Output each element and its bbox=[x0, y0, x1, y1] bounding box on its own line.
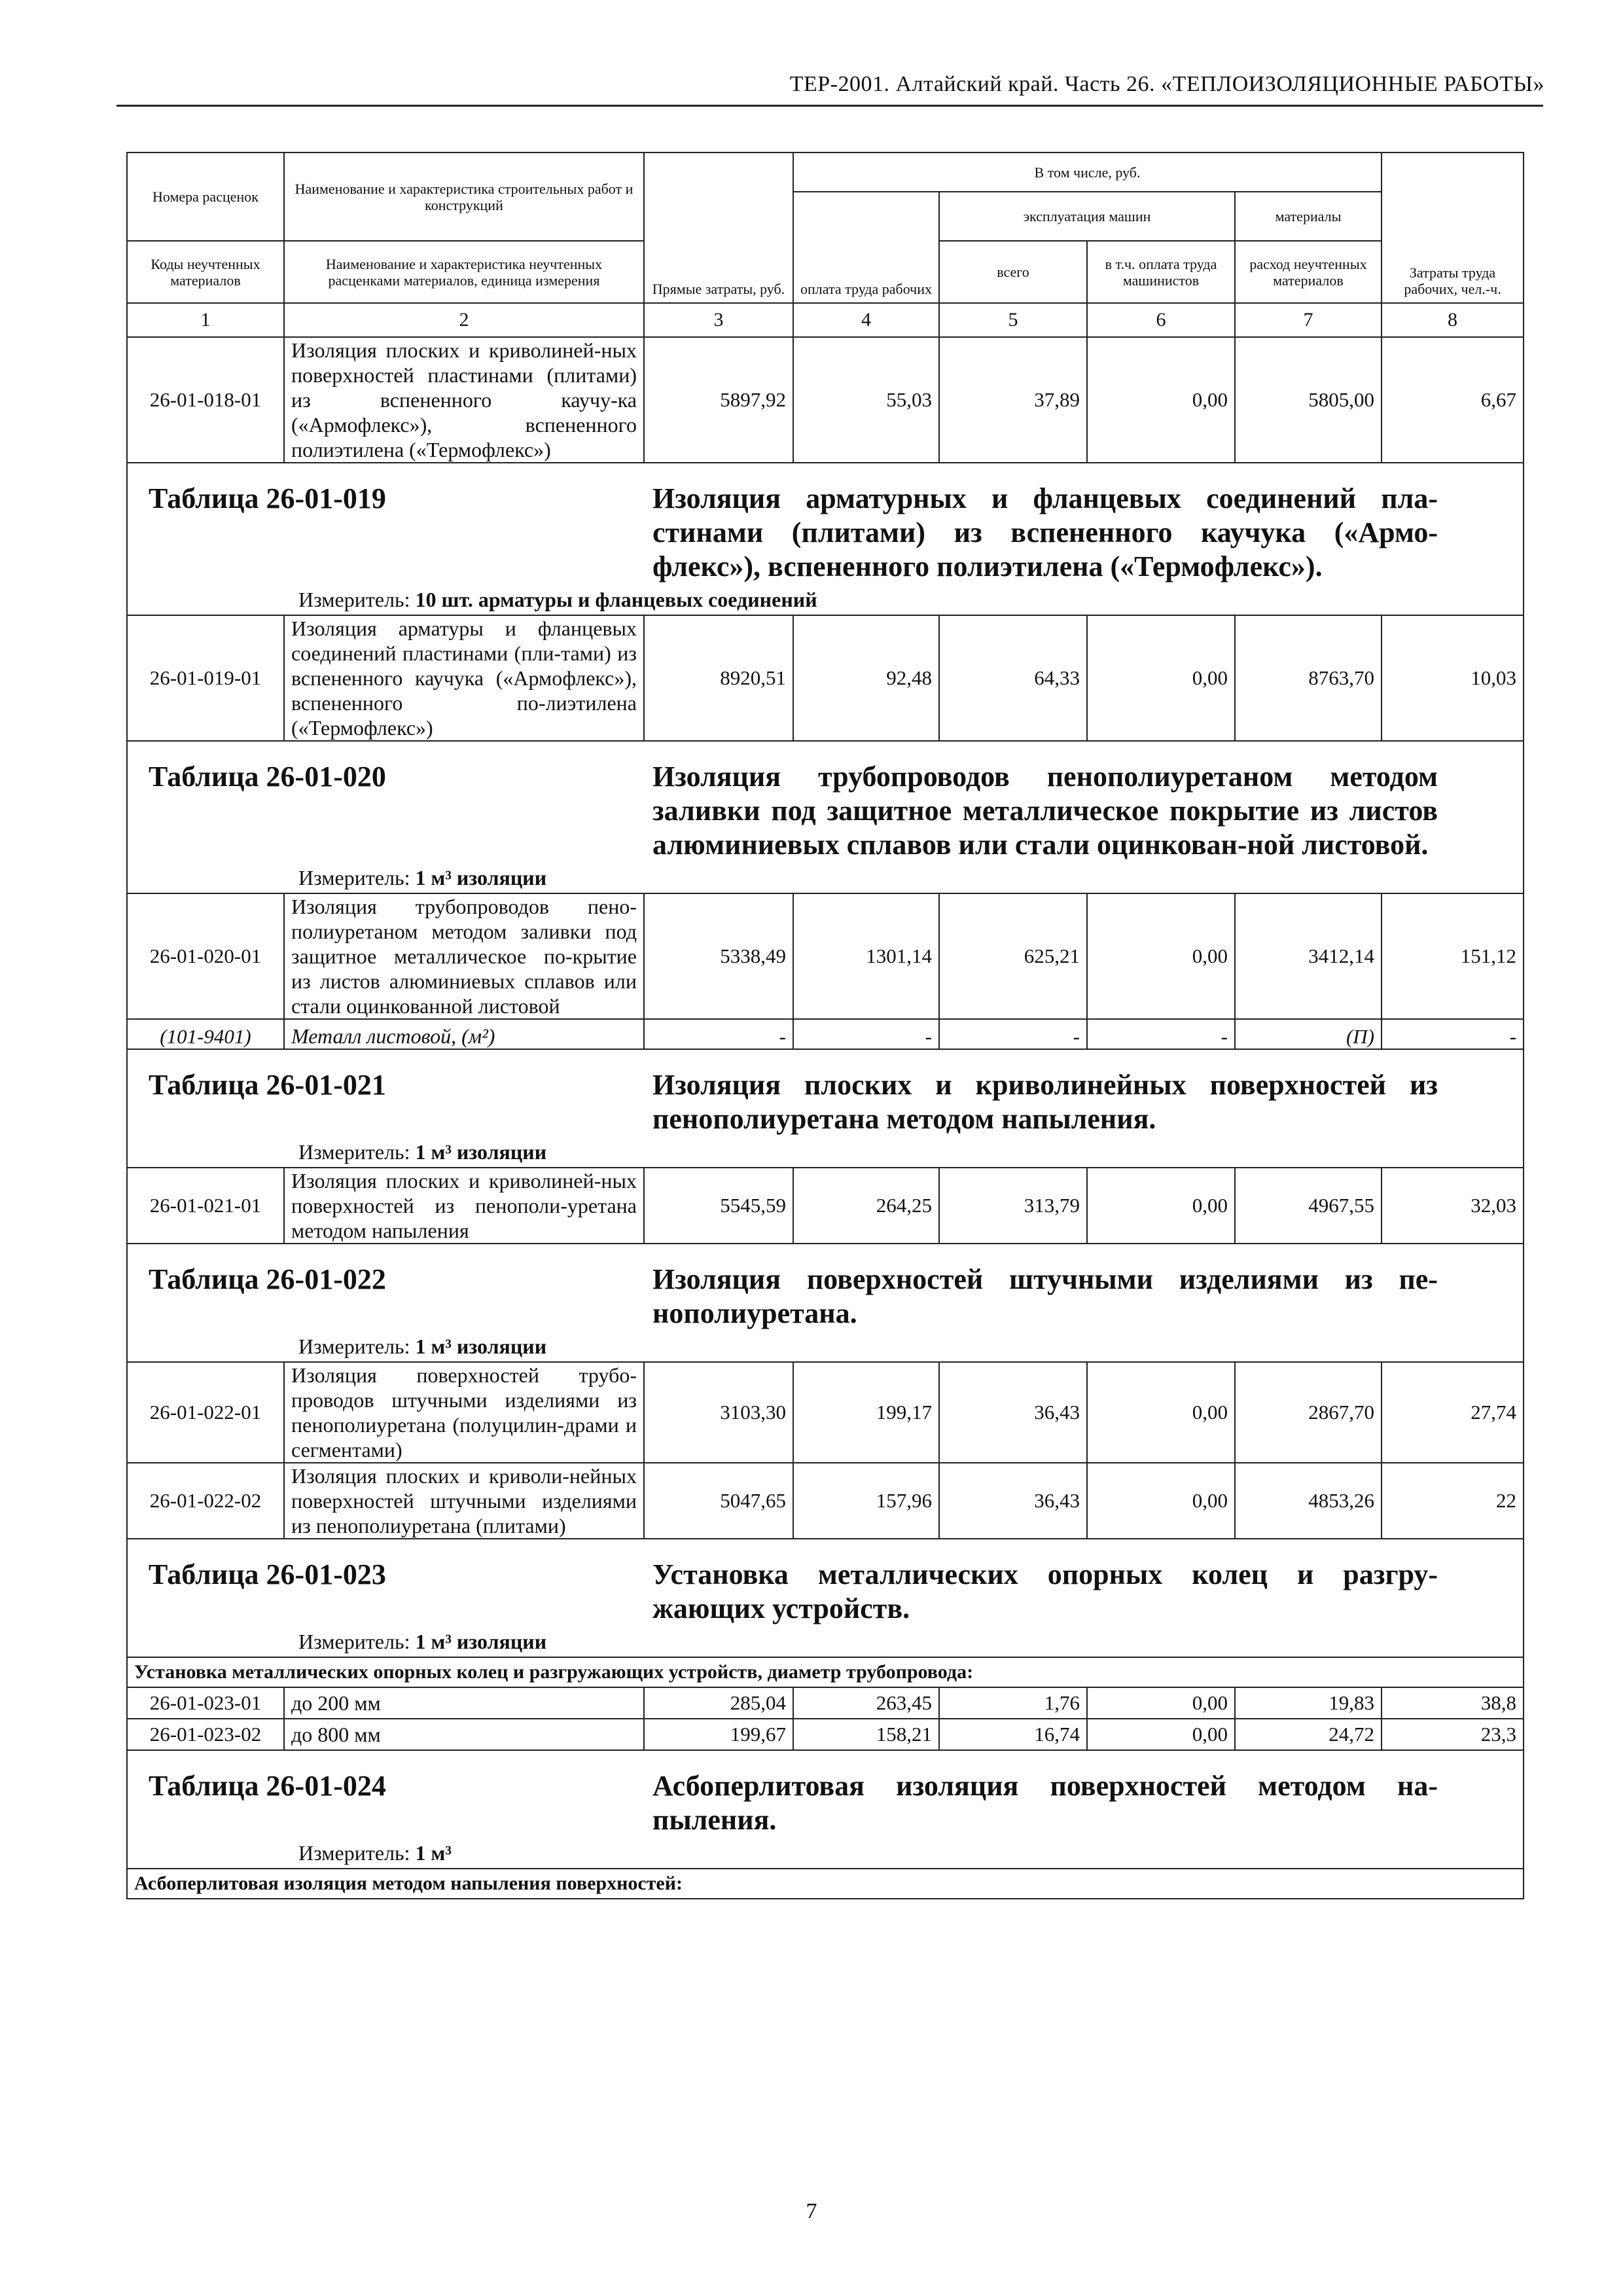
rate-code: 26-01-019-01 bbox=[127, 615, 284, 741]
table-title: Установка металлических опорных колец и разгру-жающих устройств. bbox=[652, 1558, 1438, 1624]
cost-c6: 0,00 bbox=[1087, 615, 1235, 741]
section-header bbox=[127, 463, 1524, 615]
work-description: Металл листовой, (м²) bbox=[284, 1019, 644, 1049]
cost-c8: 38,8 bbox=[1382, 1687, 1524, 1719]
work-description: до 800 мм bbox=[284, 1719, 644, 1750]
measure-unit bbox=[134, 1837, 1516, 1868]
measure-unit bbox=[134, 1331, 1516, 1361]
measure-value: 1 м³ изоляции bbox=[415, 1630, 547, 1653]
cost-c6: - bbox=[1087, 1019, 1235, 1049]
measure-label: Измеритель: bbox=[298, 1841, 410, 1865]
cost-c3: 5338,49 bbox=[644, 893, 793, 1019]
measure-value: 1 м³ изоляции bbox=[415, 866, 547, 889]
table-title: Изоляция трубопроводов пенополиуретаном методом заливки под защитное металлическое покрытие из листов алюминиевых сплавов или стали оцинкован-ной листовой. bbox=[652, 761, 1438, 861]
measure-unit bbox=[134, 1626, 1516, 1657]
column-number: 2 bbox=[284, 303, 644, 337]
cost-c8: 6,67 bbox=[1382, 337, 1524, 463]
work-description: Изоляция трубопроводов пено-полиуретаном методом заливки под защитное металлическое по-крытие из листов алюминиевых сплавов или стали оцинкованной листовой bbox=[284, 893, 644, 1019]
cost-c5: 37,89 bbox=[939, 337, 1087, 463]
cost-c8: 27,74 bbox=[1382, 1362, 1524, 1463]
cost-c3: 8920,51 bbox=[644, 615, 793, 741]
cost-c8: 10,03 bbox=[1382, 615, 1524, 741]
table-number: Таблица 26-01-020 bbox=[149, 761, 386, 793]
section-title-block bbox=[134, 1751, 1516, 1837]
work-description: Изоляция плоских и криволиней-ных поверхностей пластинами (плитами) из вспененного каучу-ка («Армофлекс»), вспененного полиэтилена («Термофлекс») bbox=[284, 337, 644, 463]
cost-c3: 285,04 bbox=[644, 1687, 793, 1719]
section-title-block bbox=[134, 1050, 1516, 1136]
table-title: Изоляция поверхностей штучными изделиями из пе-нополиуретана. bbox=[652, 1263, 1438, 1329]
table-row bbox=[127, 1687, 1524, 1719]
running-head: ТЕР-2001. Алтайский край. Часть 26. «ТЕПЛОИЗОЛЯЦИОННЫЕ РАБОТЫ» bbox=[789, 72, 1544, 96]
cost-c6: 0,00 bbox=[1087, 1463, 1235, 1539]
cost-c4: 158,21 bbox=[793, 1719, 939, 1750]
cost-c4: 92,48 bbox=[793, 615, 939, 741]
table-number: Таблица 26-01-022 bbox=[149, 1263, 386, 1295]
header-col2-top: Наименование и характеристика строительных работ и конструкций bbox=[284, 152, 644, 241]
column-number: 1 bbox=[127, 303, 284, 337]
cost-c4: 264,25 bbox=[793, 1168, 939, 1244]
rate-code: 26-01-022-02 bbox=[127, 1463, 284, 1539]
rate-code: 26-01-020-01 bbox=[127, 893, 284, 1019]
section-title-block bbox=[134, 1244, 1516, 1331]
work-description: Изоляция арматуры и фланцевых соединений пластинами (пли-тами) из вспененного каучука («Армофлекс»), вспененного по-лиэтилена («Термофлекс») bbox=[284, 615, 644, 741]
column-number: 3 bbox=[644, 303, 793, 337]
cost-c6: 0,00 bbox=[1087, 1719, 1235, 1750]
header-incl: В том числе, руб. bbox=[793, 152, 1382, 192]
header-rule bbox=[116, 105, 1543, 107]
work-description: до 200 мм bbox=[284, 1687, 644, 1719]
header-col8: Затраты труда рабочих, чел.-ч. bbox=[1382, 152, 1524, 303]
group-heading: Асбоперлитовая изоляция методом напыления поверхностей: bbox=[127, 1869, 1524, 1899]
section-header bbox=[127, 1244, 1524, 1362]
cost-c4: 199,17 bbox=[793, 1362, 939, 1463]
cost-c7: 19,83 bbox=[1235, 1687, 1382, 1719]
measure-value: 1 м³ изоляции bbox=[415, 1335, 547, 1358]
cost-c3: 5545,59 bbox=[644, 1168, 793, 1244]
header-col5: всего bbox=[939, 241, 1087, 303]
cost-c6: 0,00 bbox=[1087, 1687, 1235, 1719]
header-col4: оплата труда рабочих bbox=[793, 192, 939, 303]
cost-c5: 313,79 bbox=[939, 1168, 1087, 1244]
header-col6: в т.ч. оплата труда машинистов bbox=[1087, 241, 1235, 303]
table-row bbox=[127, 1168, 1524, 1244]
table-row bbox=[127, 1362, 1524, 1463]
section-header bbox=[127, 1049, 1524, 1168]
cost-c5: 36,43 bbox=[939, 1463, 1087, 1539]
cost-c3: - bbox=[644, 1019, 793, 1049]
cost-c3: 3103,30 bbox=[644, 1362, 793, 1463]
measure-label: Измеритель: bbox=[298, 588, 410, 611]
cost-c4: 263,45 bbox=[793, 1687, 939, 1719]
rate-code: 26-01-022-01 bbox=[127, 1362, 284, 1463]
cost-c7: 8763,70 bbox=[1235, 615, 1382, 741]
cost-c8: 22 bbox=[1382, 1463, 1524, 1539]
measure-label: Измеритель: bbox=[298, 866, 410, 889]
cost-c4: 55,03 bbox=[793, 337, 939, 463]
work-description: Изоляция плоских и криволиней-ных поверхностей из пенополи-уретана методом напыления bbox=[284, 1168, 644, 1244]
cost-c6: 0,00 bbox=[1087, 337, 1235, 463]
header-machines: эксплуатация машин bbox=[939, 192, 1235, 241]
table-row bbox=[127, 1019, 1524, 1049]
table-number: Таблица 26-01-023 bbox=[149, 1558, 386, 1590]
column-numbers-row bbox=[127, 303, 1524, 337]
group-heading-row bbox=[127, 1869, 1524, 1899]
cost-c8: 23,3 bbox=[1382, 1719, 1524, 1750]
cost-c7: 24,72 bbox=[1235, 1719, 1382, 1750]
column-number: 6 bbox=[1087, 303, 1235, 337]
cost-c8: 32,03 bbox=[1382, 1168, 1524, 1244]
page-number: 7 bbox=[806, 2199, 817, 2223]
section-header bbox=[127, 1539, 1524, 1657]
measure-value: 10 шт. арматуры и фланцевых соединений bbox=[415, 588, 817, 611]
cost-c5: 625,21 bbox=[939, 893, 1087, 1019]
table-number: Таблица 26-01-024 bbox=[149, 1770, 386, 1802]
rate-code: (101-9401) bbox=[127, 1019, 284, 1049]
table-row bbox=[127, 893, 1524, 1019]
group-heading-row bbox=[127, 1657, 1524, 1687]
column-number: 4 bbox=[793, 303, 939, 337]
rate-code: 26-01-023-02 bbox=[127, 1719, 284, 1750]
table-row bbox=[127, 1719, 1524, 1750]
table-number: Таблица 26-01-019 bbox=[149, 482, 386, 514]
header-col1-bottom: Коды неучтенных материалов bbox=[127, 241, 284, 303]
table-title: Изоляция арматурных и фланцевых соединений пла-стинами (плитами) из вспененного каучука («Армо-флекс»), вспененного полиэтилена («Термофлекс»). bbox=[652, 482, 1438, 583]
cost-c7: 4853,26 bbox=[1235, 1463, 1382, 1539]
column-number: 8 bbox=[1382, 303, 1524, 337]
cost-c5: 36,43 bbox=[939, 1362, 1087, 1463]
cost-c3: 199,67 bbox=[644, 1719, 793, 1750]
section-header bbox=[127, 741, 1524, 893]
cost-c4: - bbox=[793, 1019, 939, 1049]
measure-unit bbox=[134, 584, 1516, 615]
section-title-block bbox=[134, 463, 1516, 584]
measure-label: Измеритель: bbox=[298, 1335, 410, 1358]
cost-c5: 1,76 bbox=[939, 1687, 1087, 1719]
rate-code: 26-01-021-01 bbox=[127, 1168, 284, 1244]
measure-unit bbox=[134, 1136, 1516, 1167]
cost-c7: (П) bbox=[1235, 1019, 1382, 1049]
cost-c4: 1301,14 bbox=[793, 893, 939, 1019]
header-col1-top: Номера расценок bbox=[127, 152, 284, 241]
measure-value: 1 м³ изоляции bbox=[415, 1140, 547, 1164]
measure-label: Измеритель: bbox=[298, 1140, 410, 1164]
cost-c7: 4967,55 bbox=[1235, 1168, 1382, 1244]
column-number: 5 bbox=[939, 303, 1087, 337]
cost-c3: 5897,92 bbox=[644, 337, 793, 463]
work-description: Изоляция поверхностей трубо-проводов штучными изделиями из пенополиуретана (полуцилин-драми и сегментами) bbox=[284, 1362, 644, 1463]
cost-c6: 0,00 bbox=[1087, 1168, 1235, 1244]
measure-value: 1 м³ bbox=[415, 1841, 452, 1865]
measure-label: Измеритель: bbox=[298, 1630, 410, 1653]
measure-unit bbox=[134, 862, 1516, 893]
price-table bbox=[126, 152, 1524, 1899]
header-col7: расход неучтенных материалов bbox=[1235, 241, 1382, 303]
section-title-block bbox=[134, 742, 1516, 862]
header-col2-bottom: Наименование и характеристика неучтенных расценками материалов, единица измерения bbox=[284, 241, 644, 303]
cost-c7: 5805,00 bbox=[1235, 337, 1382, 463]
table-row bbox=[127, 1463, 1524, 1539]
table-number: Таблица 26-01-021 bbox=[149, 1069, 386, 1101]
group-heading: Установка металлических опорных колец и разгружающих устройств, диаметр трубопровода: bbox=[127, 1657, 1524, 1687]
column-number: 7 bbox=[1235, 303, 1382, 337]
rate-code: 26-01-018-01 bbox=[127, 337, 284, 463]
section-header bbox=[127, 1750, 1524, 1869]
rate-code: 26-01-023-01 bbox=[127, 1687, 284, 1719]
cost-c3: 5047,65 bbox=[644, 1463, 793, 1539]
cost-c5: 16,74 bbox=[939, 1719, 1087, 1750]
cost-c6: 0,00 bbox=[1087, 1362, 1235, 1463]
cost-c7: 3412,14 bbox=[1235, 893, 1382, 1019]
cost-c6: 0,00 bbox=[1087, 893, 1235, 1019]
section-title-block bbox=[134, 1539, 1516, 1626]
cost-c5: 64,33 bbox=[939, 615, 1087, 741]
cost-c8: 151,12 bbox=[1382, 893, 1524, 1019]
table-row bbox=[127, 615, 1524, 741]
work-description: Изоляция плоских и криволи-нейных поверхностей штучными изделиями из пенополиуретана (плитами) bbox=[284, 1463, 644, 1539]
header-materials: материалы bbox=[1235, 192, 1382, 241]
header-col3: Прямые затраты, руб. bbox=[644, 152, 793, 303]
cost-c7: 2867,70 bbox=[1235, 1362, 1382, 1463]
table-title: Изоляция плоских и криволинейных поверхностей из пенополиуретана методом напыления. bbox=[652, 1069, 1438, 1135]
cost-c5: - bbox=[939, 1019, 1087, 1049]
cost-c4: 157,96 bbox=[793, 1463, 939, 1539]
table-title: Асбоперлитовая изоляция поверхностей методом на-пыления. bbox=[652, 1770, 1438, 1836]
cost-c8: - bbox=[1382, 1019, 1524, 1049]
table-row bbox=[127, 337, 1524, 463]
